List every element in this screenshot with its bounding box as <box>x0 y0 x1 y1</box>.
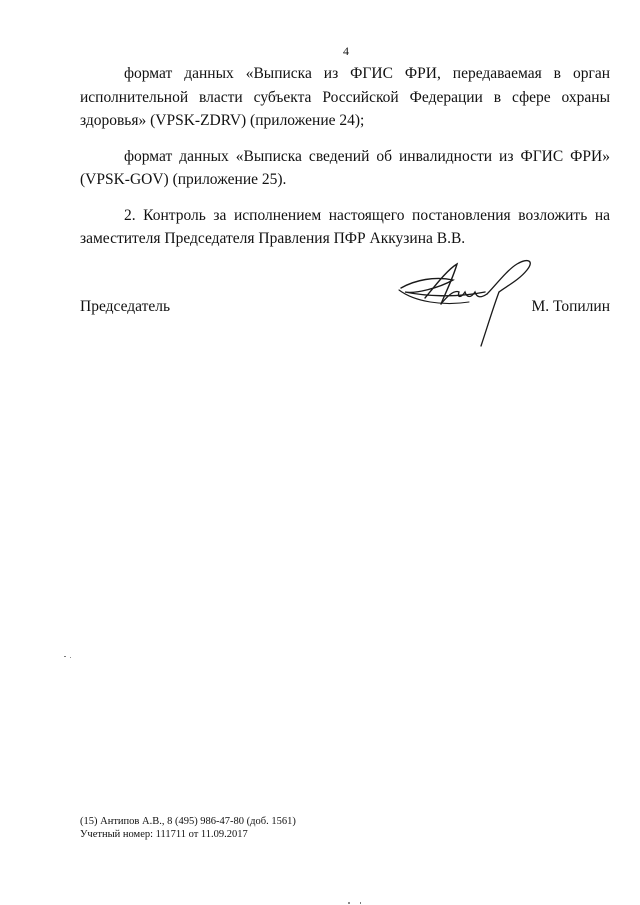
scan-speck <box>64 656 66 657</box>
signer-title: Председатель <box>80 298 171 315</box>
footer-note <box>80 815 296 841</box>
signer-name: М. Топилин <box>531 298 610 315</box>
paragraph-control: 2. Контроль за исполнением настоящего постановления возложить на заместителя Председателя Правления ПФР Аккузина В.В. <box>80 206 610 247</box>
signature-block <box>80 258 610 358</box>
paragraph-format-gov: формат данных «Выписка сведений об инвалидности из ФГИС ФРИ» (VPSK-GOV) (приложение 25). <box>80 147 610 188</box>
handwritten-signature-icon <box>395 258 545 350</box>
page-number: 4 <box>343 44 349 58</box>
document-body <box>80 62 610 251</box>
scan-speck <box>70 657 71 658</box>
scan-speck <box>360 902 361 904</box>
footer-registration: Учетный номер: 111711 от 11.09.2017 <box>80 829 248 840</box>
scan-speck <box>348 902 350 904</box>
paragraph-format-zdrv: формат данных «Выписка из ФГИС ФРИ, передаваемая в орган исполнительной власти субъекта Российской Федерации в сфере охраны здоровья» (VPSK-ZDRV) (приложение 24); <box>80 65 610 129</box>
footer-contact: (15) Антипов А.В., 8 (495) 986-47-80 (доб. 1561) <box>80 816 296 827</box>
